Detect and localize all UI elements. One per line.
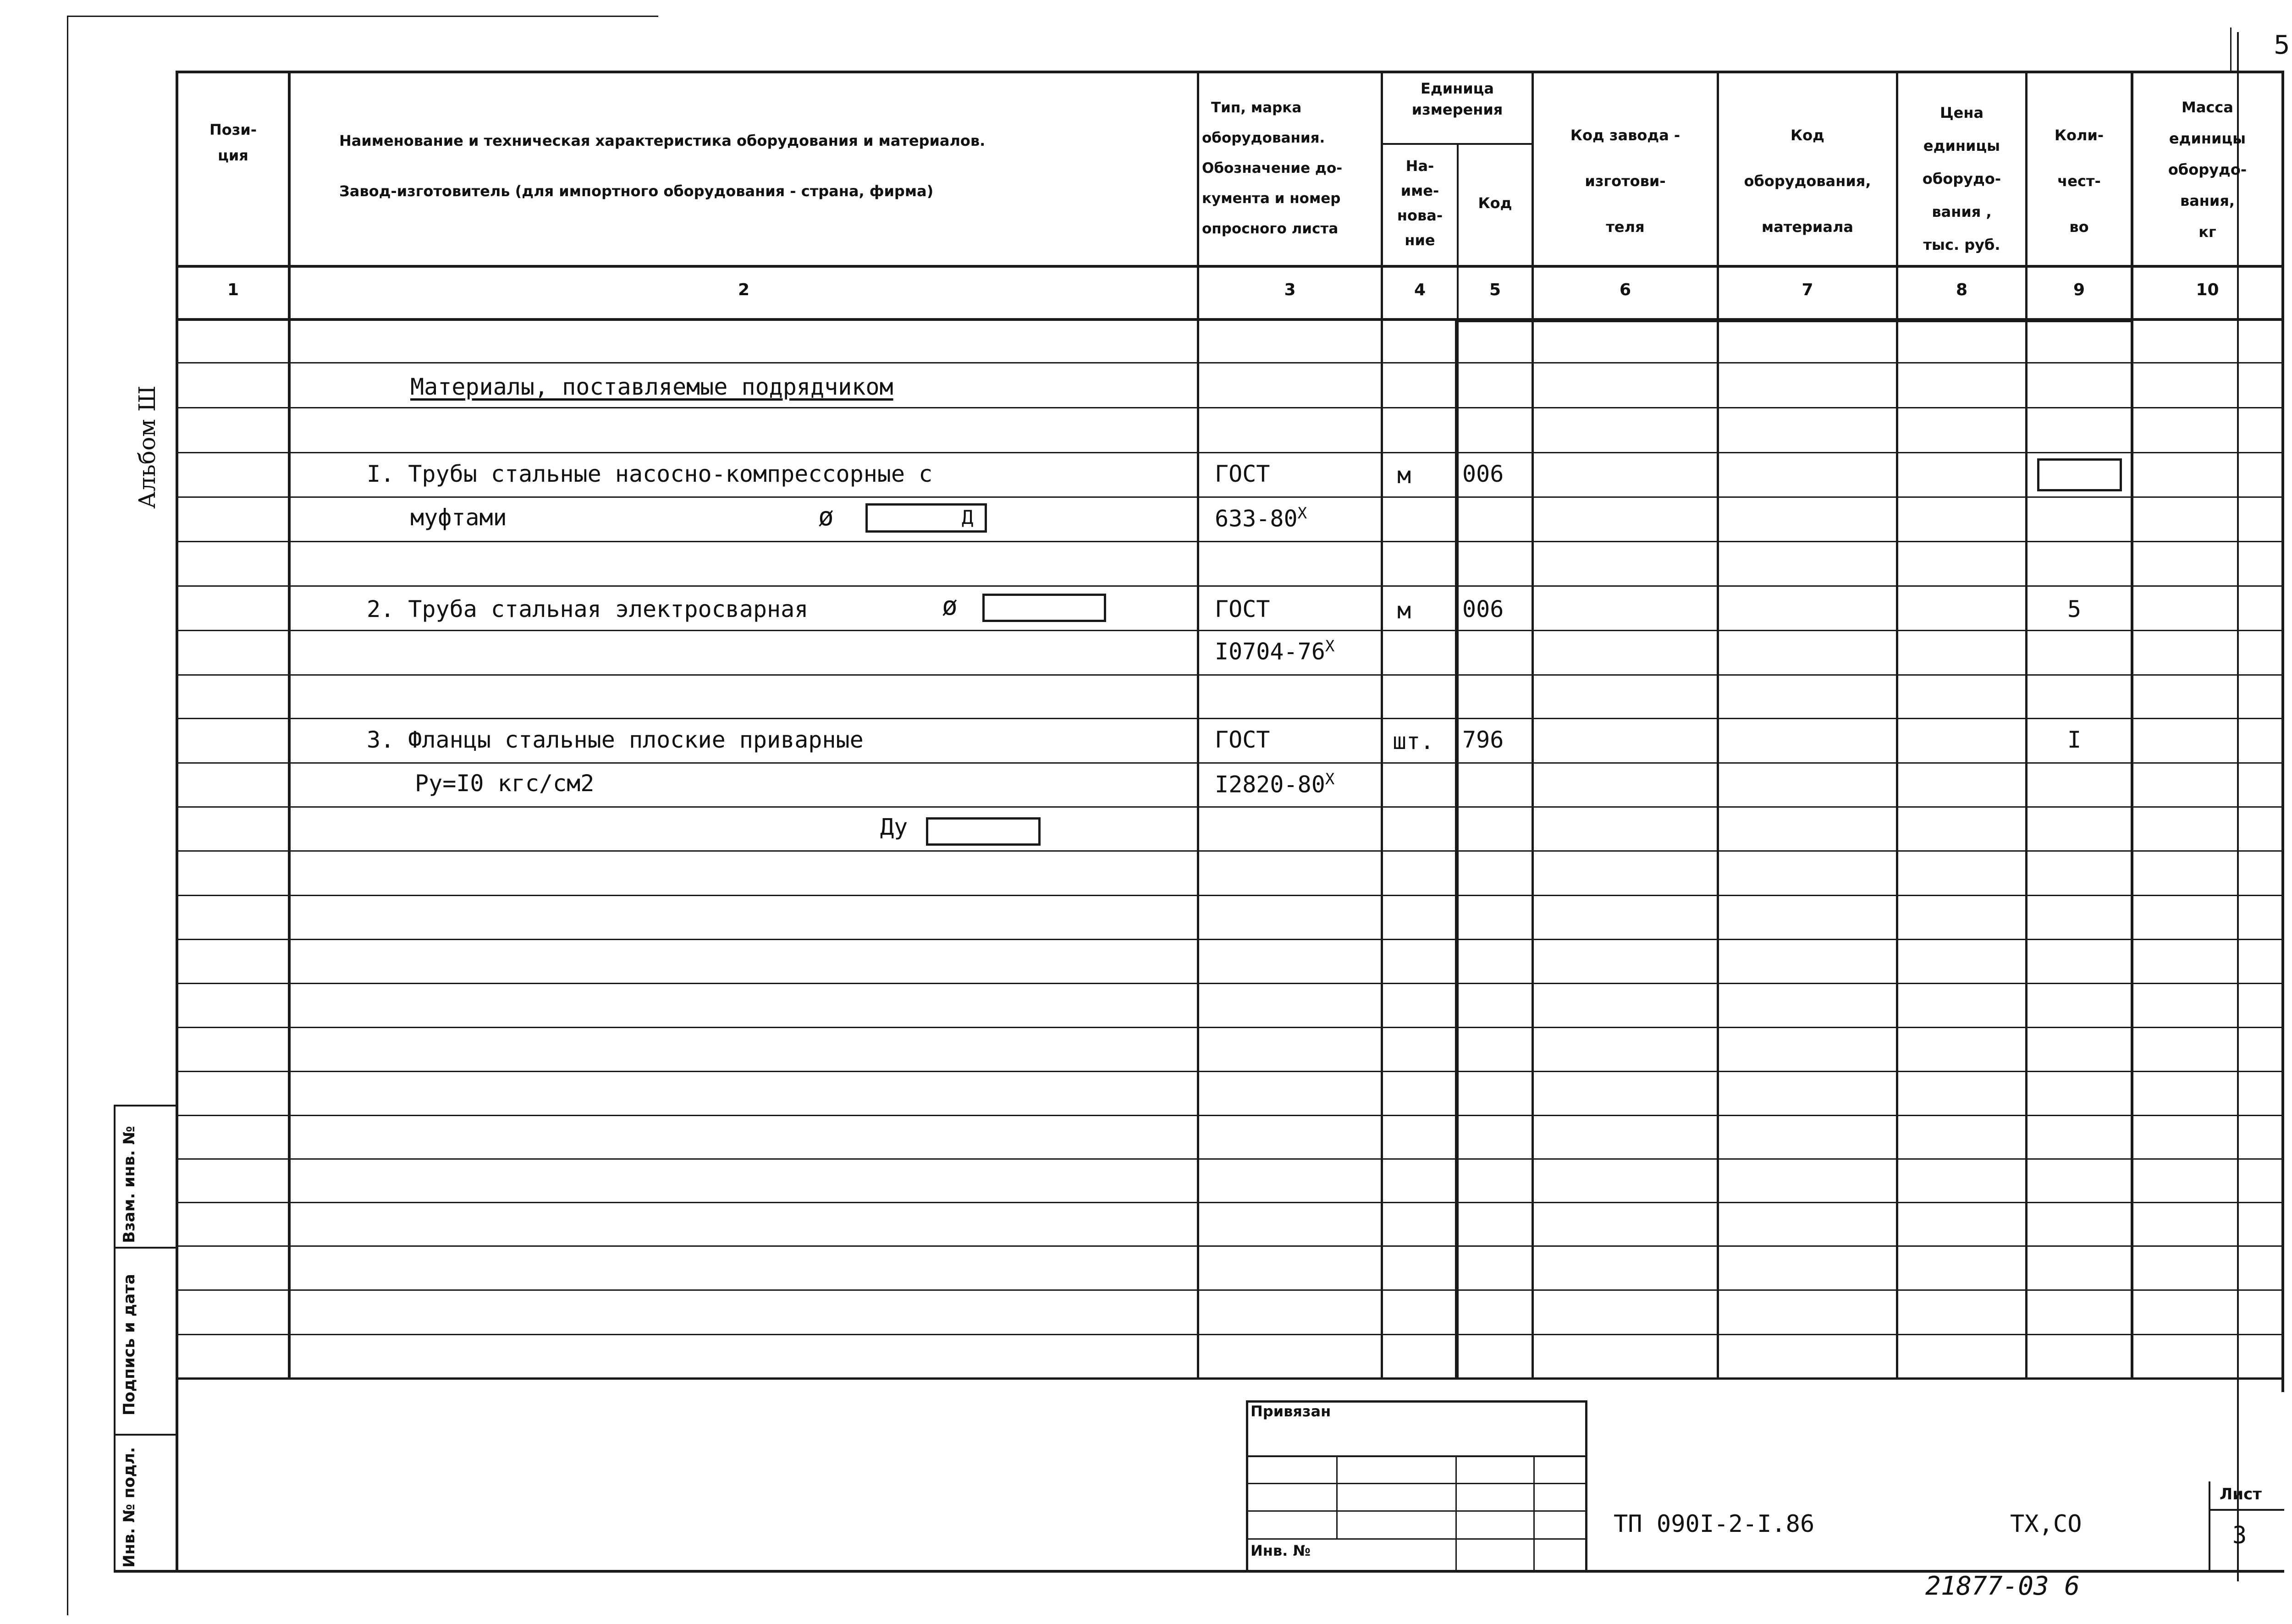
col-number-1: 1 [227, 281, 239, 299]
row-line [176, 541, 2284, 542]
row-line [176, 1115, 2284, 1116]
item-1-line2: муфтами [410, 504, 507, 531]
tb-right [1585, 1400, 1587, 1571]
col-divider-9 [2131, 71, 2133, 1380]
side-stamp-div2 [114, 1434, 178, 1436]
row-line [176, 585, 2284, 587]
col-number-6: 6 [1619, 281, 1631, 299]
section-title: Материалы, поставляемые подрядчиком [410, 374, 893, 400]
item-3-unit-code: 796 [1462, 727, 1504, 753]
top-frame-line [67, 16, 658, 17]
table-top-border [176, 71, 2284, 73]
du-blank-field [926, 817, 1041, 846]
side-stamp-div1 [114, 1247, 178, 1249]
header-col7: Код оборудования, материала [1744, 127, 1871, 236]
row-line [176, 1027, 2284, 1028]
col-number-2: 2 [738, 281, 750, 299]
row-line [176, 1071, 2284, 1072]
table-right-border [2281, 71, 2284, 1392]
header-col3: Тип, марка оборудования. Обозначение до- кумента и номер опросного листа [1202, 99, 1343, 237]
row-line [176, 850, 2284, 852]
col-number-7: 7 [1802, 281, 1813, 299]
list-number: 3 [2232, 1522, 2247, 1549]
item-3-line2: Ру=I0 кгс/см2 [415, 770, 595, 797]
col-divider-3 [1381, 71, 1383, 1380]
col-number-3: 3 [1284, 281, 1296, 299]
item-1-qty-blank [2037, 458, 2122, 491]
row-line [176, 1158, 2284, 1160]
header-col4: На- име- нова- ние [1397, 157, 1443, 249]
col-divider-5 [1532, 71, 1534, 1380]
col-divider-7 [1896, 71, 1898, 1380]
item-2-line1: 2. Труба стальная электросварная [367, 596, 809, 622]
list-label: Лист [2220, 1485, 2262, 1503]
item-1-doc1: ГОСТ [1215, 461, 1270, 487]
page-number: 5 [2274, 30, 2290, 60]
item-2-doc1: ГОСТ [1215, 596, 1270, 622]
item-2-unit: м [1397, 597, 1411, 624]
item-3-doc2: $I2820-80^Х$ [1215, 770, 1335, 798]
row-line [176, 762, 2284, 764]
tb-row3 [1246, 1510, 1587, 1512]
col-number-10: 10 [2196, 281, 2219, 299]
row-line [176, 1289, 2284, 1291]
row-line [176, 1245, 2284, 1247]
document-mark: ТХ,СО [2010, 1510, 2082, 1538]
header-col2: Наименование и техническая характеристика оборудования и материалов. Завод-изготовитель (для импортного оборудования - страна, фирма) [339, 132, 986, 200]
side-stamp-top [114, 1105, 178, 1107]
row-line [176, 496, 2284, 498]
diameter-suffix: Д [962, 506, 974, 528]
item-1-unit-code: 006 [1462, 461, 1504, 487]
document-code: ТП 090I-2-I.86 [1614, 1510, 1815, 1538]
diameter-blank-field [982, 594, 1106, 622]
tb-row2 [1246, 1483, 1587, 1484]
inv-podl-label: Инв. № подл. [120, 1447, 138, 1568]
header-col9: Коли- чест- во [2054, 127, 2104, 236]
vzam-inv-label: Взам. инв. № [120, 1126, 138, 1243]
row-line [176, 939, 2284, 940]
bottom-note: 21877-03 6 [1925, 1571, 2080, 1601]
col-number-4: 4 [1414, 281, 1426, 299]
row-line [176, 718, 2284, 719]
table-body-bottom [176, 1377, 2284, 1380]
row-line [176, 1202, 2284, 1203]
podpis-data-label: Подпись и дата [120, 1274, 138, 1415]
side-stamp-left [114, 1105, 116, 1571]
tb-col3 [1533, 1455, 1535, 1571]
item-2-doc2: $I0704-76^Х$ [1215, 637, 1335, 665]
item-3-unit: шт. [1393, 728, 1434, 754]
item-3-doc1: ГОСТ [1215, 727, 1270, 753]
header-col6: Код завода - изготови- теля [1570, 127, 1680, 236]
album-label: Альбом Ш [134, 385, 160, 509]
unit-group-divider [1381, 143, 1534, 145]
row-line [176, 674, 2284, 676]
row-line [176, 895, 2284, 896]
row-line [176, 1334, 2284, 1335]
tb-left [1246, 1400, 1248, 1571]
col-divider-6 [1717, 71, 1719, 1380]
col-divider-2 [1197, 71, 1199, 1380]
left-frame-line [67, 16, 68, 1615]
item-2-unit-code: 006 [1462, 596, 1504, 622]
col-number-8: 8 [1956, 281, 1968, 299]
row-line [176, 983, 2284, 984]
row-line [176, 362, 2284, 363]
col-divider-8 [2025, 71, 2028, 1380]
header-col5: Код [1478, 194, 1512, 212]
item-1-doc2: $633-80^Х$ [1215, 504, 1307, 532]
row-line [176, 452, 2284, 453]
tb-row4 [1246, 1538, 1587, 1540]
item-3-line3: Ду [880, 814, 908, 840]
header-col8: Цена единицы оборудо- вания , тыс. руб. [1922, 104, 2001, 253]
item-1-unit: м [1397, 462, 1411, 489]
header-col10: Масса единицы оборудо- вания, кг [2168, 99, 2247, 241]
header-col1: Пози- ция [209, 121, 257, 164]
header-unit-group: Единица измерения [1411, 80, 1503, 118]
tb-col1 [1336, 1455, 1338, 1538]
item-2-qty: 5 [2067, 596, 2082, 622]
diameter-icon: ø [818, 502, 834, 532]
tb-col2 [1455, 1455, 1457, 1571]
col-number-9: 9 [2073, 281, 2085, 299]
body-thick-left [1455, 318, 1459, 1380]
diameter-icon: ø [942, 591, 958, 621]
row-line [176, 407, 2284, 408]
header-bottom-border [176, 265, 2284, 268]
tb-row1 [1246, 1455, 1587, 1457]
page-number-divider [2230, 28, 2231, 73]
col-number-5: 5 [1489, 281, 1501, 299]
inv-no-label: Инв. № [1251, 1542, 1311, 1559]
item-3-line1: 3. Фланцы стальные плоские приварные [367, 727, 864, 753]
row-line [176, 806, 2284, 808]
item-1-line1: I. Трубы стальные насосно-компрессорные с [367, 461, 933, 487]
body-thick-top [1455, 318, 2133, 322]
list-box-left [2209, 1481, 2210, 1571]
col-divider-1 [288, 71, 291, 1380]
list-box-divider [2209, 1509, 2284, 1511]
row-line [176, 630, 2284, 631]
item-3-qty: I [2067, 727, 2082, 753]
privyazan-label: Привязан [1251, 1403, 1331, 1420]
